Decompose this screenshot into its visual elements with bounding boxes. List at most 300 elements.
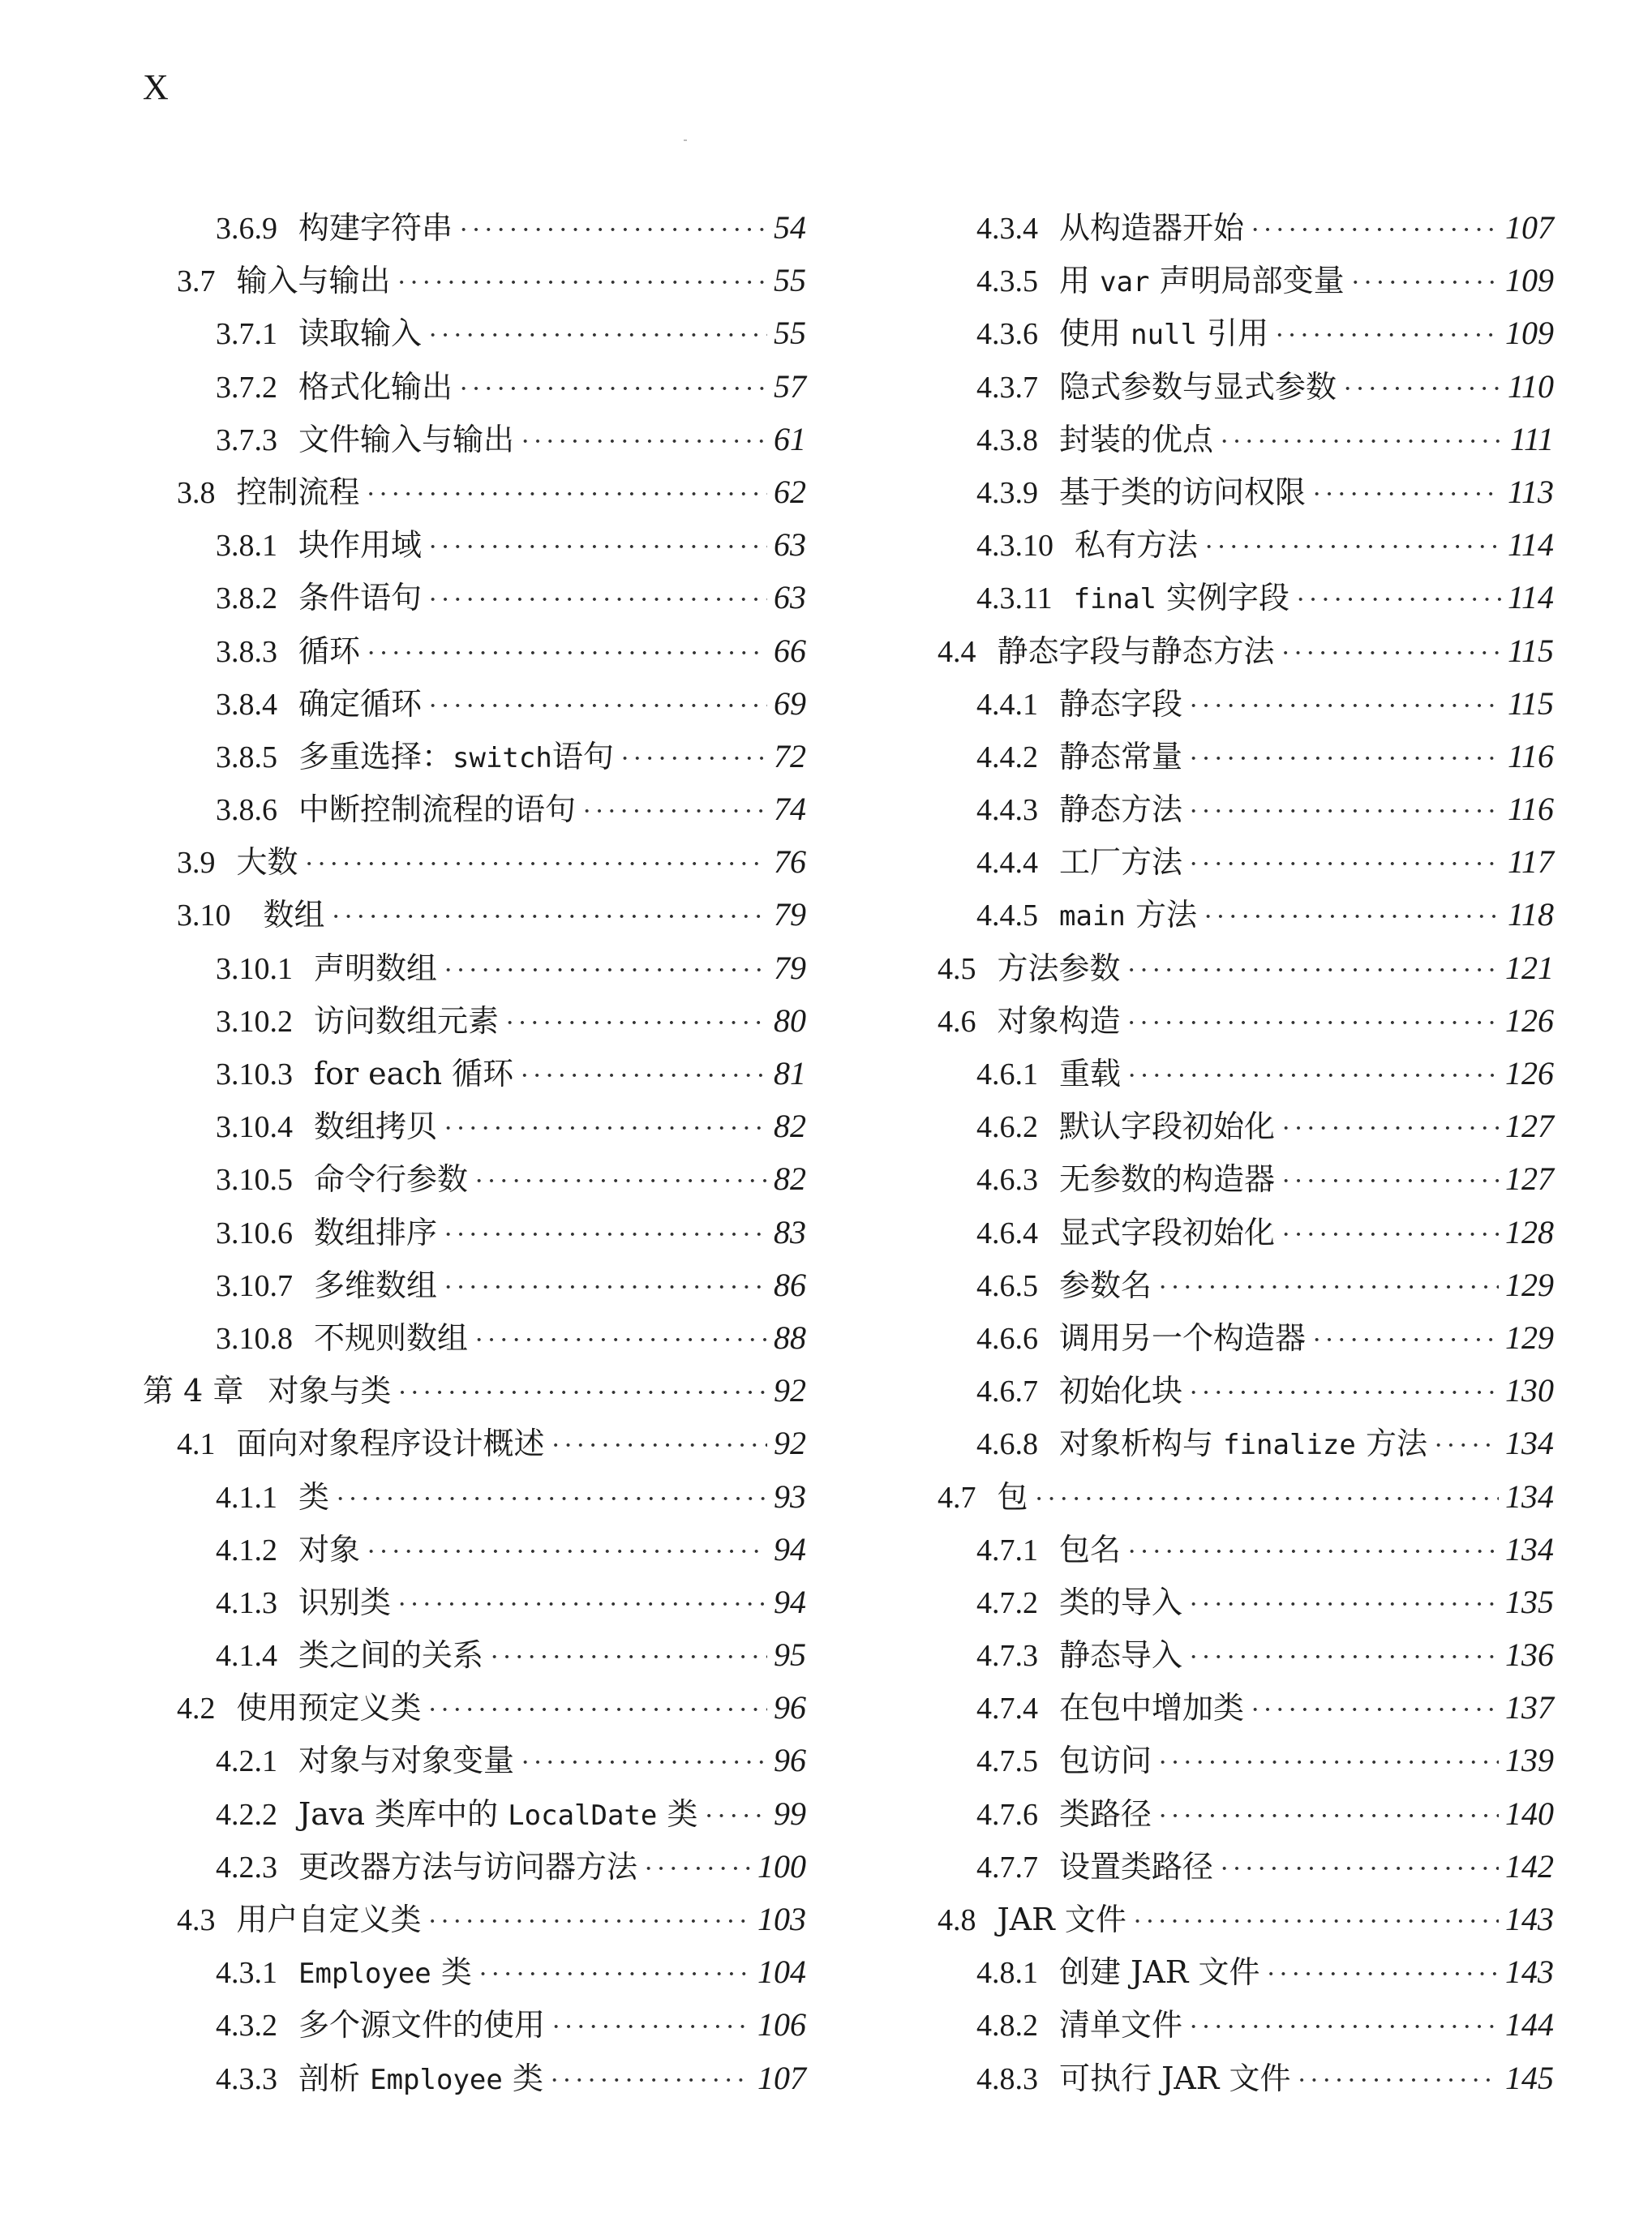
toc-dot-leader: [367, 627, 767, 680]
toc-entry-title-suffix: 声明局部变量: [1149, 263, 1345, 299]
toc-entry-title-prefix: 多重选择：: [298, 738, 453, 774]
toc-subsection-entry: [143, 1787, 806, 1840]
toc-entry-number: 3.10.8: [216, 1321, 293, 1356]
toc-entry-page: 139: [1505, 1742, 1554, 1779]
toc-entry-number: 4.1: [177, 1427, 216, 1462]
toc-dot-leader: [428, 521, 767, 573]
toc-subsection-entry: [903, 1259, 1554, 1311]
toc-entry-page: 61: [774, 420, 806, 457]
toc-entry-page: 134: [1505, 1477, 1554, 1515]
toc-entry-page: 110: [1507, 367, 1554, 405]
toc-entry-page: 114: [1507, 579, 1554, 616]
toc-entry-title: 无参数的构造器: [1059, 1161, 1276, 1198]
toc-dot-leader: [1204, 890, 1501, 943]
toc-entry-page: 121: [1505, 949, 1554, 986]
toc-entry-page: 115: [1507, 684, 1554, 722]
toc-entry-title: [1059, 889, 1197, 943]
toc-subsection-entry: [903, 1152, 1554, 1205]
toc-dot-leader: [644, 1842, 751, 1895]
toc-entry-number: 4.2.1: [216, 1744, 277, 1779]
toc-entry-title: 更改器方法与访问器方法: [298, 1848, 638, 1885]
toc-entry-page: 82: [774, 1160, 806, 1198]
toc-dot-leader: [1189, 732, 1501, 785]
toc-entry-number: 4.6.7: [976, 1375, 1038, 1409]
toc-entry-title: 格式化输出: [298, 368, 453, 405]
toc-subsection-entry: [143, 1100, 806, 1152]
toc-subsection-entry: [143, 783, 806, 835]
toc-entry-number: 4.6.2: [976, 1110, 1038, 1145]
toc-entry-page: 63: [774, 579, 806, 616]
toc-entry-number: 4.6.1: [976, 1057, 1038, 1091]
toc-subsection-entry: [903, 1787, 1554, 1840]
toc-subsection-entry: [143, 413, 806, 465]
toc-entry-number: 4.6.6: [976, 1321, 1038, 1356]
toc-entry-number: 4.6.3: [976, 1163, 1038, 1198]
toc-entry-page: 80: [774, 1001, 806, 1039]
toc-subsection-entry: [143, 941, 806, 994]
toc-dot-leader: [1343, 362, 1501, 415]
toc-subsection-entry: [903, 465, 1554, 518]
toc-entry-title-prefix: Java 类库中的: [298, 1795, 508, 1832]
toc-entry-title: for each 循环: [314, 1056, 514, 1091]
toc-dot-leader: [1296, 573, 1501, 626]
toc-entry-title: 包访问: [1059, 1743, 1152, 1779]
toc-entry-title: 多维数组: [314, 1267, 438, 1303]
toc-entry-number: 3.10.4: [216, 1110, 293, 1145]
toc-entry-title: 多个源文件的使用: [298, 2007, 546, 2044]
toc-dot-leader: [1189, 838, 1501, 890]
toc-entry-title: 识别类: [298, 1584, 392, 1620]
toc-entry-page: 72: [774, 737, 806, 774]
toc-entry-page: 115: [1507, 632, 1554, 669]
toc-entry-number: 4.4.1: [976, 687, 1038, 722]
toc-entry-page: 69: [774, 684, 806, 722]
toc-entry-page: 83: [774, 1213, 806, 1250]
toc-entry-page: 127: [1505, 1108, 1554, 1145]
toc-entry-number: 3.10.1: [216, 951, 293, 986]
toc-entry-page: 137: [1505, 1689, 1554, 1726]
toc-subsection-entry: [143, 1152, 806, 1205]
toc-entry-page: 79: [774, 896, 806, 933]
toc-dot-leader: [1312, 1314, 1499, 1366]
toc-dot-leader: [459, 204, 767, 256]
toc-subsection-entry: [143, 1628, 806, 1681]
toc-subsection-entry: [143, 1470, 806, 1523]
toc-section-entry: [143, 888, 806, 941]
toc-entry-page: 63: [774, 526, 806, 564]
toc-entry-title: 隐式参数与显式参数: [1059, 368, 1337, 405]
toc-entry-title: 不规则数组: [314, 1319, 469, 1356]
toc-subsection-entry: [903, 2052, 1554, 2104]
toc-entry-title: 调用另一个构造器: [1059, 1319, 1307, 1356]
toc-entry-number: 4.3.8: [976, 422, 1038, 457]
toc-entry-title-code: Employee: [370, 2063, 503, 2096]
toc-entry-number: 4.3.11: [976, 581, 1053, 616]
toc-entry-page: 135: [1505, 1583, 1554, 1620]
toc-entry-title: 文件输入与输出: [298, 421, 515, 457]
toc-dot-leader: [505, 997, 767, 1049]
toc-entry-page: 109: [1505, 262, 1554, 299]
toc-subsection-entry: [903, 518, 1554, 571]
toc-entry-number: 3.7.2: [216, 370, 277, 405]
toc-entry-page: 117: [1507, 843, 1554, 881]
toc-dot-leader: [1251, 204, 1499, 256]
toc-dot-leader: [1189, 2001, 1499, 2053]
toc-entry-number: 4.3.6: [976, 317, 1038, 352]
toc-entry-title: 工厂方法: [1059, 844, 1183, 881]
toc-entry-title: [298, 731, 614, 785]
toc-entry-title-prefix: 使用: [1059, 315, 1131, 352]
toc-entry-page: 57: [774, 367, 806, 405]
toc-dot-leader: [428, 1683, 767, 1736]
toc-entry-page: 95: [774, 1636, 806, 1674]
toc-entry-title: 静态常量: [1059, 738, 1183, 774]
toc-dot-leader: [474, 1314, 767, 1366]
toc-entry-page: 81: [774, 1055, 806, 1091]
toc-entry-number: 4.4.3: [976, 793, 1038, 828]
toc-entry-page: 55: [774, 262, 806, 299]
toc-section-entry: [903, 1470, 1554, 1523]
toc-subsection-entry: [143, 1206, 806, 1259]
toc-entry-title-code: Employee: [298, 1958, 431, 1991]
toc-entry-title: 条件语句: [298, 580, 423, 616]
toc-entry-title: 用户自定义类: [236, 1902, 422, 1937]
toc-subsection-entry: [143, 1311, 806, 1364]
toc-subsection-entry: [903, 307, 1554, 359]
toc-subsection-entry: [143, 1523, 806, 1576]
toc-entry-page: 93: [774, 1477, 806, 1515]
toc-entry-page: 129: [1505, 1266, 1554, 1303]
toc-subsection-entry: [903, 571, 1554, 624]
toc-right-column: [903, 201, 1554, 2104]
toc-entry-title: 对象与对象变量: [298, 1743, 515, 1779]
toc-dot-leader: [1281, 627, 1501, 680]
toc-subsection-entry: [143, 1576, 806, 1628]
toc-entry-number: 4.7.4: [976, 1692, 1038, 1726]
toc-section-entry: [143, 1893, 806, 1945]
toc-entry-title: 基于类的访问权限: [1059, 474, 1307, 510]
toc-entry-title: 访问数组元素: [314, 1002, 500, 1039]
page-number-roman: X: [143, 67, 169, 107]
toc-entry-number: 4.7: [938, 1480, 976, 1515]
toc-subsection-entry: [903, 1311, 1554, 1364]
toc-entry-page: 79: [774, 949, 806, 986]
toc-entry-number: 4.1.3: [216, 1585, 277, 1620]
toc-dot-leader: [1035, 1473, 1499, 1525]
toc-dot-leader: [582, 785, 767, 838]
toc-entry-title: 循环: [298, 633, 361, 669]
toc-entry-title: 命令行参数: [314, 1161, 469, 1198]
toc-entry-title-code: null: [1131, 319, 1197, 352]
toc-dot-leader: [1281, 1208, 1499, 1261]
toc-dot-leader: [478, 1948, 751, 2001]
toc-subsection-entry: [903, 888, 1554, 941]
toc-entry-title: 控制流程: [236, 474, 360, 510]
toc-dot-leader: [459, 362, 767, 415]
toc-entry-number: 3.10.6: [216, 1216, 293, 1250]
toc-entry-page: 130: [1505, 1372, 1554, 1409]
toc-entry-title: 可执行 JAR 文件: [1059, 2060, 1291, 2096]
toc-entry-title-suffix: 方法: [1125, 897, 1197, 933]
toc-entry-number: 3.10.5: [216, 1163, 293, 1198]
toc-dot-leader: [551, 2001, 751, 2053]
toc-entry-page: 140: [1505, 1795, 1554, 1832]
toc-section-entry: [903, 941, 1554, 994]
toc-left-column: [143, 201, 806, 2104]
toc-entry-page: 96: [774, 1689, 806, 1726]
toc-entry-number: 4.3: [177, 1903, 216, 1937]
toc-entry-page: 66: [774, 632, 806, 669]
toc-entry-title-code: finalize: [1223, 1429, 1356, 1462]
toc-entry-number: 4.8: [938, 1903, 976, 1937]
toc-dot-leader: [444, 1102, 767, 1155]
toc-entry-title: JAR 文件: [997, 1902, 1126, 1937]
toc-subsection-entry: [143, 1259, 806, 1311]
toc-subsection-entry: [143, 1734, 806, 1786]
toc-chapter-entry: [143, 1364, 806, 1417]
toc-entry-title: 方法参数: [997, 950, 1121, 986]
toc-entry-title: 对象: [298, 1531, 361, 1568]
toc-entry-title-suffix: 类: [502, 2060, 543, 2096]
toc-entry-page: 134: [1505, 1425, 1554, 1462]
toc-entry-title: 对象与类: [268, 1373, 392, 1409]
toc-entry-title-code: switch: [453, 741, 552, 774]
toc-entry-number: 第 4 章: [143, 1373, 244, 1409]
toc-entry-title: 类: [298, 1478, 330, 1515]
toc-entry-number: 4.8.1: [976, 1956, 1038, 1991]
toc-entry-title: 设置类路径: [1059, 1848, 1214, 1885]
toc-entry-title: 静态字段: [1059, 685, 1183, 722]
toc-entry-number: 4.2.3: [216, 1850, 277, 1885]
toc-entry-page: 74: [774, 791, 806, 828]
toc-entry-number: 4.4: [938, 634, 976, 669]
toc-entry-page: 142: [1505, 1847, 1554, 1885]
toc-dot-leader: [521, 415, 767, 468]
toc-entry-number: 3.6.9: [216, 212, 277, 246]
toc-dot-leader: [550, 2054, 751, 2107]
toc-entry-title-suffix: 实例字段: [1156, 580, 1290, 616]
toc-subsection-entry: [903, 360, 1554, 413]
toc-subsection-entry: [143, 730, 806, 783]
toc-entry-number: 4.5: [938, 951, 976, 986]
toc-entry-title: 声明数组: [314, 950, 438, 986]
toc-subsection-entry: [903, 1417, 1554, 1469]
toc-dot-leader: [397, 256, 767, 309]
toc-dot-leader: [336, 1473, 767, 1525]
toc-subsection-entry: [143, 1047, 806, 1100]
toc-entry-number: 3.7.3: [216, 422, 277, 457]
toc-dot-leader: [305, 838, 767, 890]
toc-entry-number: 4.2.2: [216, 1797, 277, 1832]
toc-entry-title: [1059, 307, 1268, 362]
toc-subsection-entry: [143, 2052, 806, 2104]
toc-dot-leader: [1434, 1419, 1499, 1472]
toc-dot-leader: [1127, 1049, 1499, 1102]
toc-entry-page: 109: [1505, 315, 1554, 352]
toc-entry-title: 读取输入: [298, 315, 423, 352]
toc-entry-number: 4.7.2: [976, 1585, 1038, 1620]
toc-entry-title: 块作用域: [298, 527, 423, 564]
toc-dot-leader: [1220, 415, 1504, 468]
toc-dot-leader: [428, 573, 767, 626]
toc-dot-leader: [1275, 309, 1499, 362]
toc-entry-page: 143: [1505, 1901, 1554, 1937]
toc-entry-title: 静态方法: [1059, 791, 1183, 828]
toc-entry-title-code: LocalDate: [508, 1799, 658, 1832]
toc-entry-title: 私有方法: [1075, 527, 1199, 564]
toc-entry-title-code: final: [1073, 583, 1156, 616]
toc-entry-number: 4.3.10: [976, 529, 1053, 564]
toc-section-entry: [143, 465, 806, 518]
toc-dot-leader: [705, 1790, 768, 1842]
toc-entry-title: 数组拷贝: [314, 1109, 438, 1145]
toc-entry-number: 3.7: [177, 264, 216, 299]
toc-dot-leader: [1133, 1895, 1499, 1948]
toc-entry-number: 4.4.5: [976, 898, 1038, 933]
toc-entry-page: 99: [774, 1795, 806, 1832]
toc-entry-title: 在包中增加类: [1059, 1690, 1245, 1726]
toc-entry-number: 3.10.7: [216, 1268, 293, 1303]
toc-entry-page: 116: [1507, 737, 1554, 774]
toc-entry-page: 92: [774, 1372, 806, 1409]
toc-entry-title: 类路径: [1059, 1795, 1152, 1832]
toc-entry-number: 4.3.4: [976, 212, 1038, 246]
toc-entry-number: 3.7.1: [216, 317, 277, 352]
toc-dot-leader: [1189, 1578, 1499, 1631]
toc-dot-leader: [1189, 1366, 1499, 1419]
toc-dot-leader: [620, 732, 767, 785]
toc-dot-leader: [1220, 1842, 1499, 1895]
toc-subsection-entry: [903, 1100, 1554, 1152]
toc-subsection-entry: [143, 518, 806, 571]
toc-entry-title: [298, 1788, 698, 1842]
toc-entry-number: 4.3.7: [976, 370, 1038, 405]
toc-dot-leader: [397, 1578, 767, 1631]
toc-dot-leader: [428, 680, 767, 732]
toc-entry-title: 包: [997, 1478, 1028, 1515]
toc-entry-page: 54: [774, 209, 806, 246]
toc-entry-title: 使用预定义类: [236, 1690, 422, 1726]
toc-subsection-entry: [903, 1681, 1554, 1734]
toc-dot-leader: [1158, 1261, 1499, 1314]
toc-dot-leader: [1281, 1155, 1499, 1207]
toc-entry-number: 4.6.8: [976, 1427, 1038, 1462]
toc-dot-leader: [332, 890, 767, 943]
toc-entry-page: 143: [1505, 1954, 1554, 1991]
toc-entry-title: 中断控制流程的语句: [298, 791, 577, 828]
toc-entry-page: 104: [757, 1954, 806, 1991]
toc-entry-page: 96: [774, 1742, 806, 1779]
scan-speck: [684, 139, 687, 141]
toc-entry-number: 4.3.5: [976, 264, 1038, 299]
toc-entry-number: 4.1.2: [216, 1533, 277, 1568]
toc-entry-title-suffix: 引用: [1196, 315, 1269, 352]
toc-entry-page: 126: [1505, 1055, 1554, 1091]
toc-entry-page: 82: [774, 1108, 806, 1145]
toc-entry-page: 118: [1507, 896, 1554, 933]
toc-entry-number: 4.4.4: [976, 846, 1038, 881]
toc-subsection-entry: [143, 1840, 806, 1893]
toc-entry-page: 144: [1505, 2006, 1554, 2044]
toc-section-entry: [903, 624, 1554, 677]
toc-section-entry: [143, 1417, 806, 1469]
toc-dot-leader: [1251, 1683, 1499, 1736]
toc-entry-page: 113: [1507, 473, 1554, 510]
toc-dot-leader: [367, 468, 767, 521]
toc-entry-number: 4.7.6: [976, 1797, 1038, 1832]
toc-subsection-entry: [903, 730, 1554, 783]
toc-subsection-entry: [903, 254, 1554, 307]
toc-dot-leader: [521, 1736, 767, 1789]
toc-entry-page: 100: [757, 1847, 806, 1885]
toc-entry-title-suffix: 类: [431, 1954, 472, 1991]
toc-entry-title: [298, 2052, 543, 2107]
toc-subsection-entry: [903, 1047, 1554, 1100]
toc-entry-page: 114: [1507, 526, 1554, 564]
toc-entry-number: 4.6.4: [976, 1216, 1038, 1250]
toc-entry-number: 4.3.3: [216, 2061, 277, 2096]
toc-entry-page: 92: [774, 1425, 806, 1462]
toc-entry-number: 3.9: [177, 846, 216, 881]
toc-dot-leader: [367, 1525, 767, 1578]
toc-entry-page: 107: [757, 2059, 806, 2096]
toc-entry-title: 从构造器开始: [1059, 210, 1245, 246]
toc-entry-title: 大数: [236, 844, 298, 881]
toc-dot-leader: [428, 1895, 751, 1948]
toc-entry-title: [298, 1946, 472, 2001]
toc-subsection-entry: [903, 1206, 1554, 1259]
toc-entry-title-code: main: [1059, 900, 1126, 933]
toc-dot-leader: [1266, 1948, 1499, 2001]
toc-entry-page: 134: [1505, 1530, 1554, 1568]
toc-dot-leader: [1127, 944, 1499, 997]
toc-subsection-entry: [903, 1998, 1554, 2051]
toc-entry-page: 128: [1505, 1213, 1554, 1250]
toc-section-entry: [143, 835, 806, 888]
toc-subsection-entry: [903, 1364, 1554, 1417]
toc-entry-number: 3.8.5: [216, 740, 277, 774]
toc-entry-title: 数组排序: [314, 1214, 438, 1250]
toc-entry-number: 3.8: [177, 475, 216, 510]
toc-subsection-entry: [143, 1945, 806, 1998]
toc-entry-page: 88: [774, 1319, 806, 1356]
toc-entry-number: 4.1.4: [216, 1639, 277, 1674]
toc-entry-page: 111: [1509, 420, 1554, 457]
toc-entry-number: 3.8.2: [216, 581, 277, 616]
toc-dot-leader: [428, 309, 767, 362]
toc-subsection-entry: [903, 201, 1554, 254]
toc-section-entry: [903, 994, 1554, 1047]
toc-entry-page: 55: [774, 315, 806, 352]
toc-entry-page: 107: [1505, 209, 1554, 246]
toc-subsection-entry: [903, 1840, 1554, 1893]
toc-dot-leader: [444, 1208, 767, 1261]
toc-subsection-entry: [903, 1576, 1554, 1628]
toc-entry-number: 4.7.1: [976, 1533, 1038, 1568]
toc-entry-number: 4.7.5: [976, 1744, 1038, 1779]
toc-entry-number: 4.8.2: [976, 2009, 1038, 2044]
toc-section-entry: [143, 254, 806, 307]
toc-entry-number: 4.3.2: [216, 2009, 277, 2044]
toc-entry-number: 4.7.3: [976, 1639, 1038, 1674]
toc-entry-title: 静态字段与静态方法: [997, 633, 1275, 669]
toc-entry-title-prefix: 用: [1059, 263, 1101, 299]
toc-entry-title-suffix: 语句: [551, 738, 614, 774]
toc-entry-title: 包名: [1059, 1531, 1122, 1568]
toc-dot-leader: [1127, 997, 1499, 1049]
toc-entry-page: 145: [1505, 2059, 1554, 2096]
toc-entry-page: 94: [774, 1583, 806, 1620]
